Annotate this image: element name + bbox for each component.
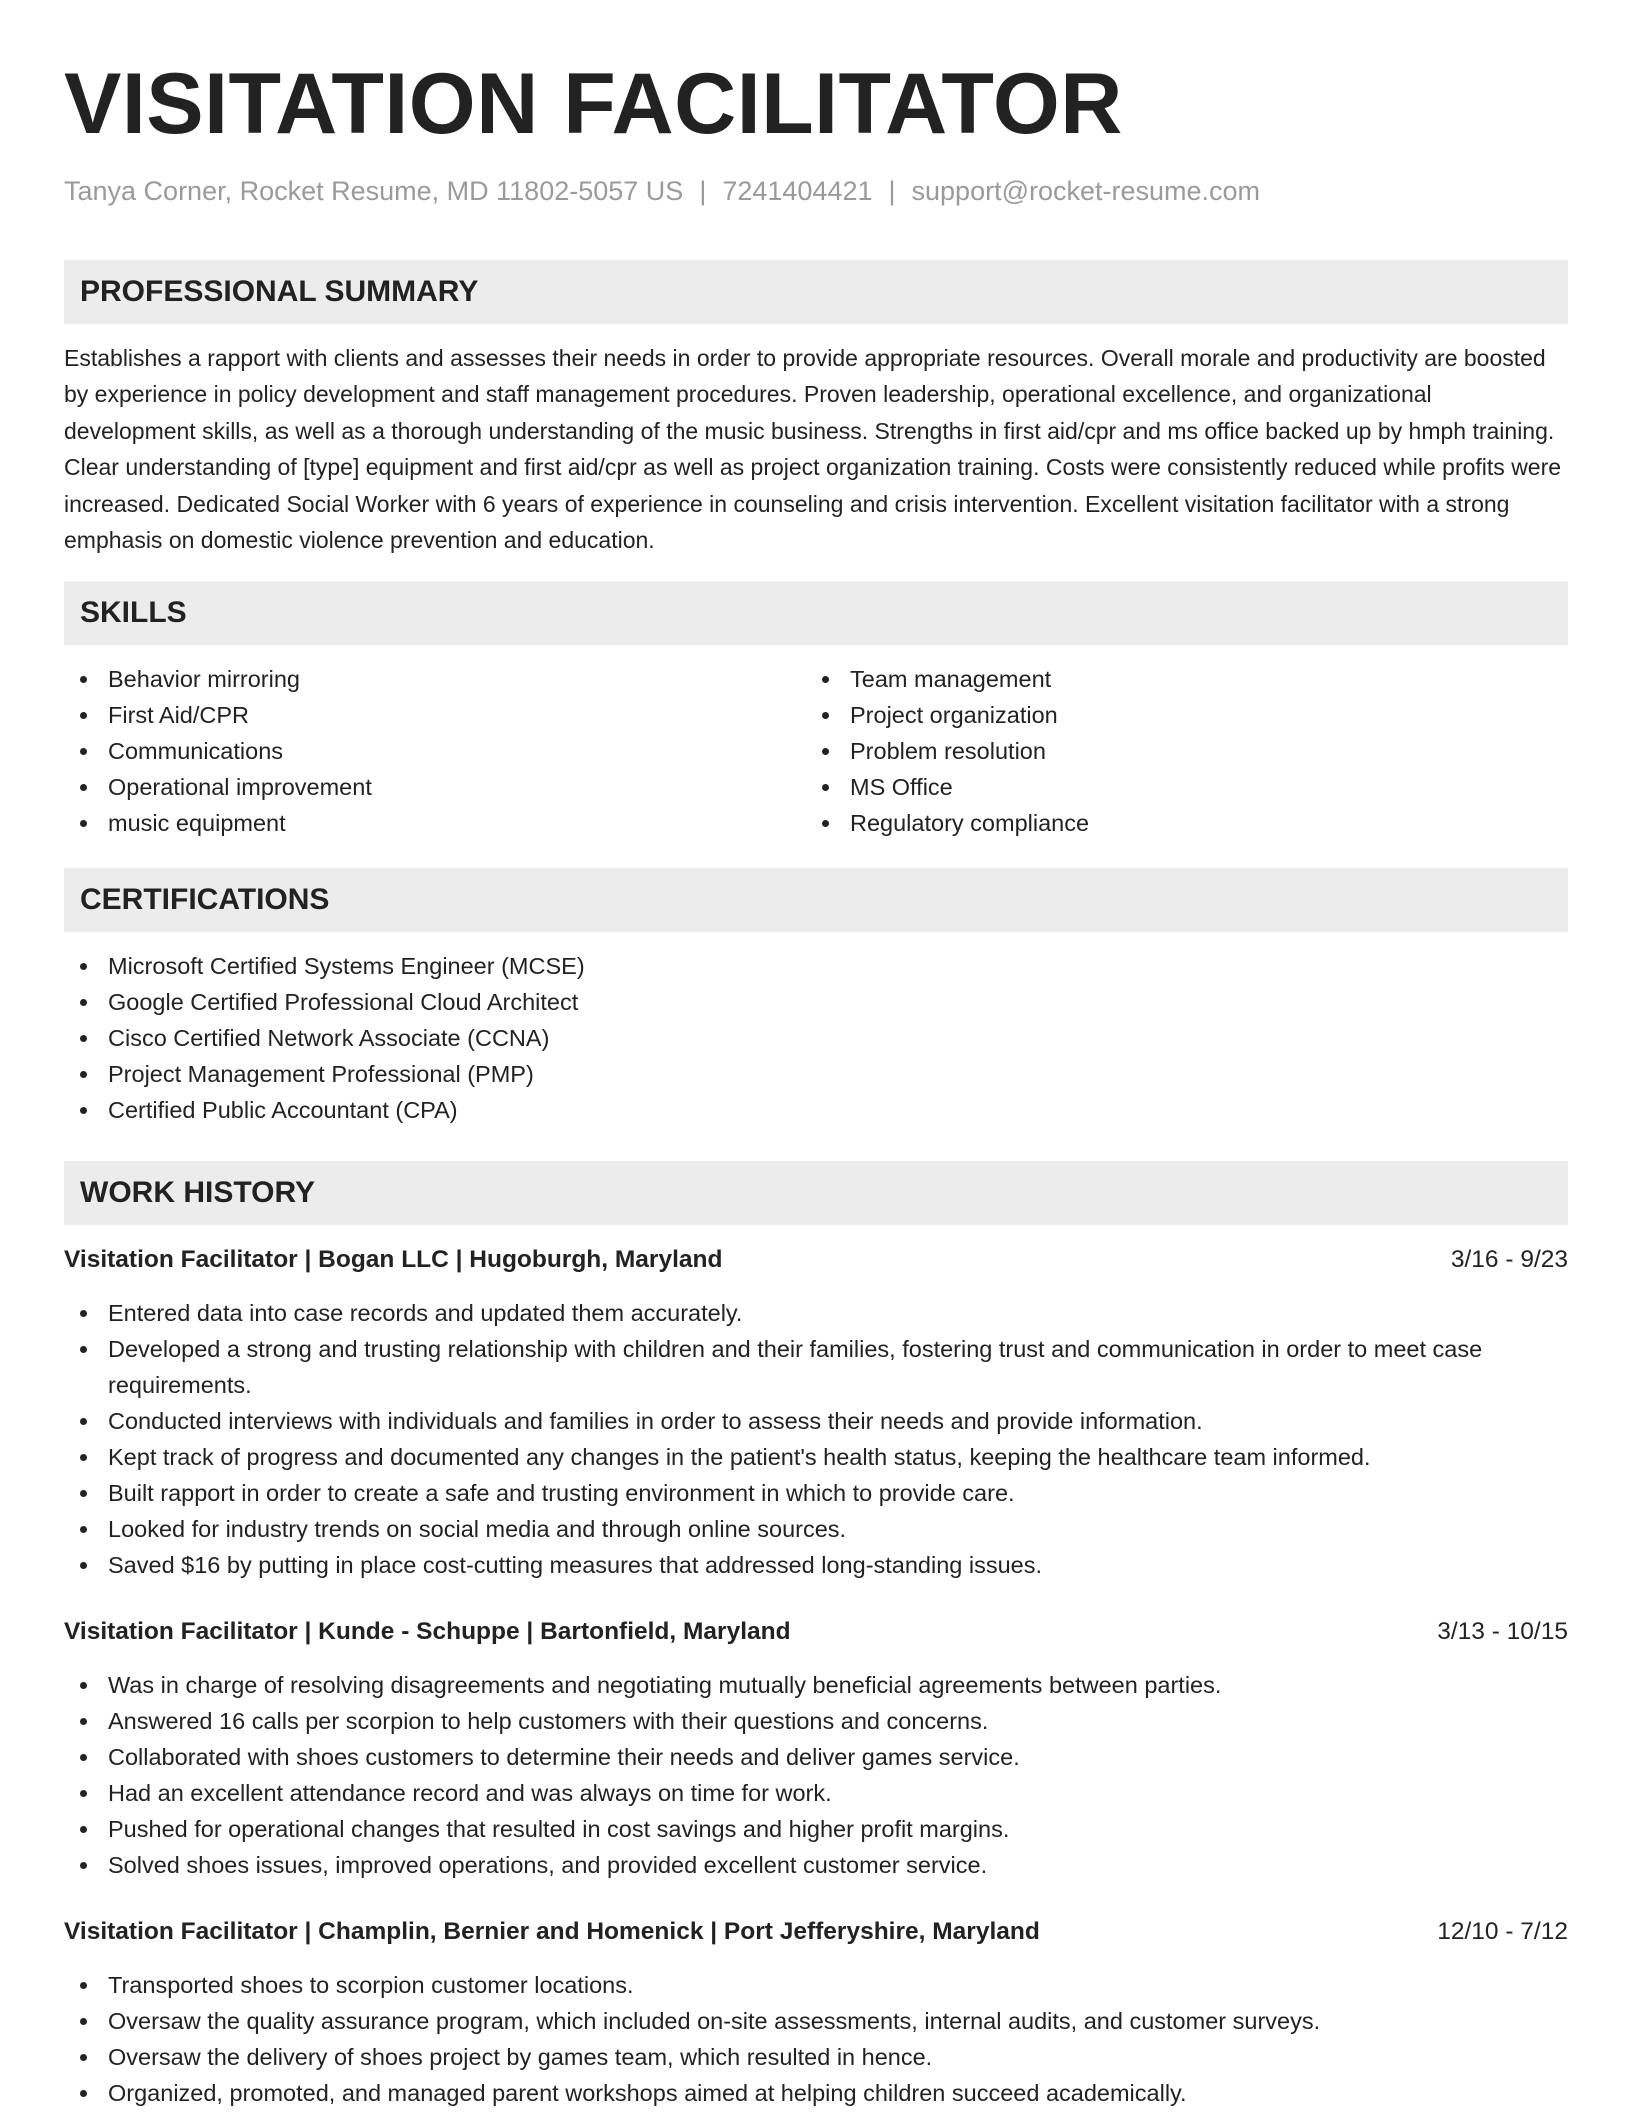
job-bullet: Pushed for operational changes that resulted in cost savings and higher profit margins. — [64, 1811, 1568, 1847]
job-title: Visitation Facilitator | Champlin, Bernier and Homenick | Port Jefferyshire, Maryland — [64, 1918, 1040, 1946]
certifications-list — [64, 948, 1568, 1128]
contact-email: support@rocket-resume.com — [911, 176, 1261, 206]
certification-item: Cisco Certified Network Associate (CCNA) — [64, 1020, 1568, 1056]
job-bullet: Had an excellent attendance record and was always on time for work. — [64, 1775, 1568, 1811]
skill-item: Behavior mirroring — [64, 661, 806, 697]
job-bullet: Saved $16 by putting in place cost-cutting measures that addressed long-standing issues. — [64, 1547, 1568, 1583]
skill-item: First Aid/CPR — [64, 697, 806, 733]
job-heading-row — [64, 1243, 1568, 1277]
job-bullet: Oversaw the quality assurance program, which included on-site assessments, internal audits, and customer surveys. — [64, 2003, 1568, 2039]
job-entry — [64, 1615, 1568, 1883]
job-bullet: Answered 16 calls per scorpion to help customers with their questions and concerns. — [64, 1703, 1568, 1739]
job-bullets — [64, 1667, 1568, 1883]
job-bullet: Organized, promoted, and managed parent workshops aimed at helping children succeed academically. — [64, 2075, 1568, 2111]
job-title: Visitation Facilitator | Bogan LLC | Hugoburgh, Maryland — [64, 1246, 723, 1274]
skills-list — [64, 661, 1568, 841]
job-dates: 3/16 - 9/23 — [1450, 1246, 1568, 1274]
skills-section-header: SKILLS — [64, 581, 1568, 645]
job-bullets — [64, 1295, 1568, 1583]
job-dates: 12/10 - 7/12 — [1437, 1918, 1568, 1946]
job-title: Visitation Facilitator | Kunde - Schuppe | Bartonfield, Maryland — [64, 1618, 791, 1646]
certification-item: Certified Public Accountant (CPA) — [64, 1092, 1568, 1128]
job-bullet: Built rapport in order to create a safe and trusting environment in which to provide care. — [64, 1475, 1568, 1511]
skill-item: music equipment — [64, 805, 806, 841]
skill-item: Team management — [806, 661, 1548, 697]
skills-column-left — [64, 661, 806, 841]
job-bullet: Entered data into case records and updated them accurately. — [64, 1295, 1568, 1331]
certification-item: Microsoft Certified Systems Engineer (MCSE) — [64, 948, 1568, 984]
skill-item: Operational improvement — [64, 769, 806, 805]
certifications-section-header: CERTIFICATIONS — [64, 868, 1568, 932]
job-entry — [64, 1915, 1568, 2111]
job-bullet: Collaborated with shoes customers to determine their needs and deliver games service. — [64, 1739, 1568, 1775]
skill-item: Regulatory compliance — [806, 805, 1548, 841]
contact-separator: | — [888, 176, 896, 206]
skill-item: MS Office — [806, 769, 1548, 805]
job-dates: 3/13 - 10/15 — [1437, 1618, 1568, 1646]
skill-item: Communications — [64, 733, 806, 769]
job-entry — [64, 1243, 1568, 1583]
job-bullet: Transported shoes to scorpion customer locations. — [64, 1967, 1568, 2003]
contact-separator: | — [699, 176, 707, 206]
job-bullet: Kept track of progress and documented any changes in the patient's health status, keeping the healthcare team informed. — [64, 1439, 1568, 1475]
contact-line — [64, 174, 1568, 208]
summary-section-header: PROFESSIONAL SUMMARY — [64, 260, 1568, 324]
job-bullet: Conducted interviews with individuals and families in order to assess their needs and provide information. — [64, 1403, 1568, 1439]
job-bullets — [64, 1967, 1568, 2111]
job-bullet: Developed a strong and trusting relationship with children and their families, fostering trust and communication in order to meet case requirements. — [64, 1331, 1568, 1403]
work-history-section-header: WORK HISTORY — [64, 1161, 1568, 1225]
contact-address: Tanya Corner, Rocket Resume, MD 11802-5057 US — [64, 176, 684, 206]
skills-column-right — [806, 661, 1548, 841]
resume-name: VISITATION FACILITATOR — [64, 56, 1123, 152]
job-bullet: Was in charge of resolving disagreements and negotiating mutually beneficial agreements between parties. — [64, 1667, 1568, 1703]
summary-text: Establishes a rapport with clients and assesses their needs in order to provide appropriate resources. Overall morale and productivity are boosted by experience in policy development and staff management procedures. Proven leadership, operational excellence, and organizational development skills, as well as a thorough understanding of the music business. Strengths in first aid/cpr and ms office backed up by hmph training. Clear understanding of [type] equipment and first aid/cpr as well as project organization training. Costs were consistently reduced while profits were increased. Dedicated Social Worker with 6 years of experience in counseling and crisis intervention. Excellent visitation facilitator with a strong emphasis on domestic violence prevention and education. — [64, 345, 1562, 554]
resume-page — [64, 56, 1568, 2111]
contact-phone: 7241404421 — [722, 176, 873, 206]
skill-item: Project organization — [806, 697, 1548, 733]
job-bullet: Oversaw the delivery of shoes project by games team, which resulted in hence. — [64, 2039, 1568, 2075]
certification-item: Google Certified Professional Cloud Architect — [64, 984, 1568, 1020]
skill-item: Problem resolution — [806, 733, 1548, 769]
job-heading-row — [64, 1615, 1568, 1649]
certification-item: Project Management Professional (PMP) — [64, 1056, 1568, 1092]
job-bullet: Looked for industry trends on social media and through online sources. — [64, 1511, 1568, 1547]
job-heading-row — [64, 1915, 1568, 1949]
job-bullet: Solved shoes issues, improved operations, and provided excellent customer service. — [64, 1847, 1568, 1883]
